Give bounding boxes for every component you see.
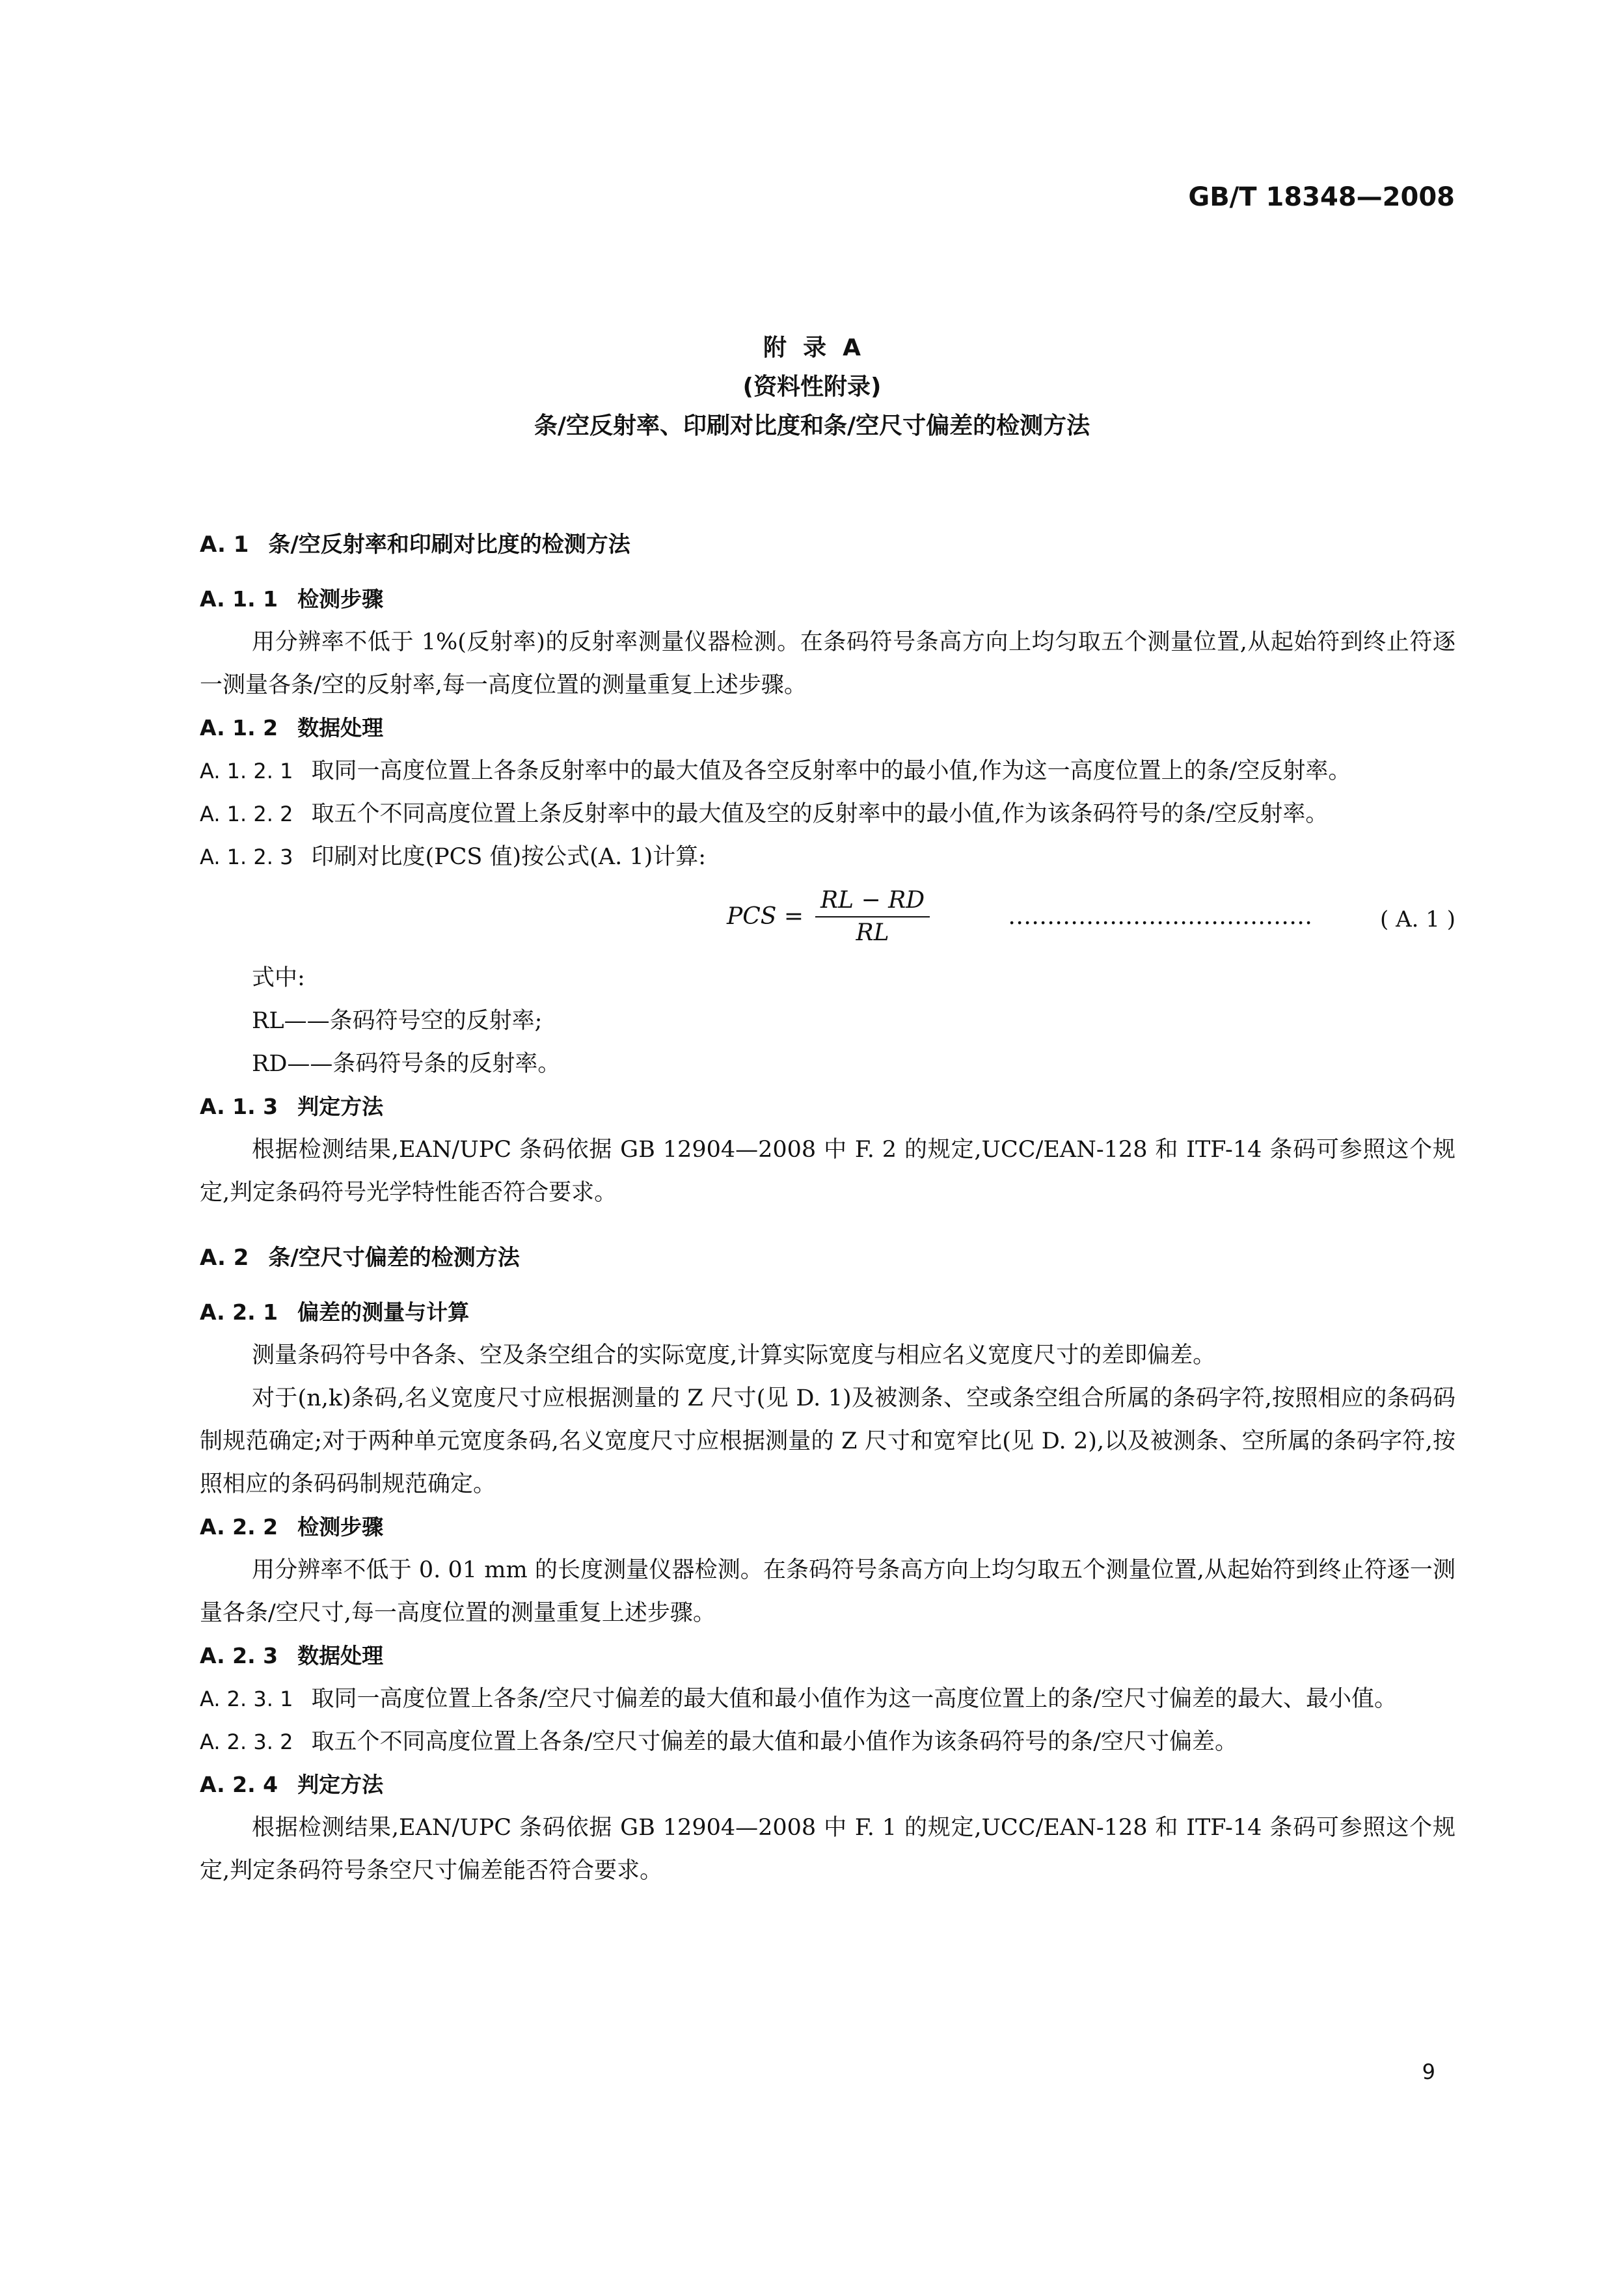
appendix-title: 条/空反射率、印刷对比度和条/空尺寸偏差的检测方法	[534, 413, 1090, 439]
clause-a121: A. 1. 2. 1 取同一高度位置上各条反射率中的最大值及各空反射率中的最小值,作为这一高度位置上的条/空反射率。	[200, 758, 1351, 784]
section-a24-heading: A. 2. 4 判定方法	[200, 1772, 384, 1797]
document-body	[200, 501, 1455, 1892]
section-a11-heading: A. 1. 1 检测步骤	[200, 586, 384, 612]
clause-a231: A. 2. 3. 1 取同一高度位置上各条/空尺寸偏差的最大值和最小值作为这一高度位置上的条/空尺寸偏差的最大、最小值。	[200, 1686, 1398, 1712]
section-a21-text-2: 对于(n,k)条码,名义宽度尺寸应根据测量的 Z 尺寸(见 D. 1)及被测条、空或条空组合所属的条码字符,按照相应的条码码制规范确定;对于两种单元宽度条码,名义宽度尺寸应根据测量的 Z 尺寸和宽窄比(见 D. 2),以及被测条、空所属的条码字符,按照相应的条码码制规范确定。	[200, 1385, 1455, 1497]
appendix-label: 附 录 A	[763, 334, 861, 361]
where-rl: RL——条码符号空的反射率;	[252, 1008, 543, 1034]
section-a13-text: 根据检测结果,EAN/UPC 条码依据 GB 12904—2008 中 F. 2 的规定,UCC/EAN-128 和 ITF-14 条码可参照这个规定,判定条码符号光学特性能否符合要求。	[200, 1137, 1455, 1206]
formula-fraction	[815, 885, 930, 949]
section-a11-text: 用分辨率不低于 1%(反射率)的反射率测量仪器检测。在条码符号条高方向上均匀取五个测量位置,从起始符到终止符逐一测量各条/空的反射率,每一高度位置的测量重复上述步骤。	[200, 629, 1455, 698]
page-number: 9	[1422, 2059, 1435, 2084]
section-a2-heading: A. 2 条/空尺寸偏差的检测方法	[200, 1245, 520, 1271]
clause-a123: A. 1. 2. 3 印刷对比度(PCS 值)按公式(A. 1)计算:	[200, 844, 707, 870]
clause-a122: A. 1. 2. 2 取五个不同高度位置上条反射率中的最大值及空的反射率中的最小值,作为该条码符号的条/空反射率。	[200, 801, 1329, 827]
where-label: 式中:	[252, 965, 305, 991]
section-a21-heading: A. 2. 1 偏差的测量与计算	[200, 1299, 470, 1325]
formula-a1	[200, 878, 1455, 957]
section-a13-heading: A. 1. 3 判定方法	[200, 1094, 384, 1119]
formula-numerator: RL − RD	[815, 885, 930, 917]
section-a21-text-1: 测量条码符号中各条、空及条空组合的实际宽度,计算实际宽度与相应名义宽度尺寸的差即偏差。	[252, 1342, 1216, 1368]
standard-code: GB/T 18348—2008	[1188, 182, 1455, 212]
section-a24-text: 根据检测结果,EAN/UPC 条码依据 GB 12904—2008 中 F. 1 的规定,UCC/EAN-128 和 ITF-14 条码可参照这个规定,判定条码符号条空尺寸偏差能否符合要求。	[200, 1815, 1455, 1884]
formula-leader-dots: …………………………………	[1008, 903, 1313, 930]
pcs-formula	[727, 885, 1312, 949]
section-a22-heading: A. 2. 2 检测步骤	[200, 1514, 384, 1540]
where-rd: RD——条码符号条的反射率。	[252, 1051, 561, 1077]
equation-number: ( A. 1 )	[1380, 906, 1455, 932]
section-a12-heading: A. 1. 2 数据处理	[200, 715, 384, 740]
formula-denominator: RL	[856, 919, 889, 946]
section-a22-text: 用分辨率不低于 0. 01 mm 的长度测量仪器检测。在条码符号条高方向上均匀取五个测量位置,从起始符到终止符逐一测量各条/空尺寸,每一高度位置的测量重复上述步骤。	[200, 1557, 1455, 1626]
appendix-heading	[0, 329, 1624, 446]
section-a1-heading: A. 1 条/空反射率和印刷对比度的检测方法	[200, 532, 630, 558]
section-a23-heading: A. 2. 3 数据处理	[200, 1643, 384, 1668]
clause-a232: A. 2. 3. 2 取五个不同高度位置上各条/空尺寸偏差的最大值和最小值作为该条码符号的条/空尺寸偏差。	[200, 1729, 1238, 1755]
appendix-type: (资料性附录)	[742, 374, 882, 400]
formula-lhs: PCS =	[727, 903, 804, 930]
